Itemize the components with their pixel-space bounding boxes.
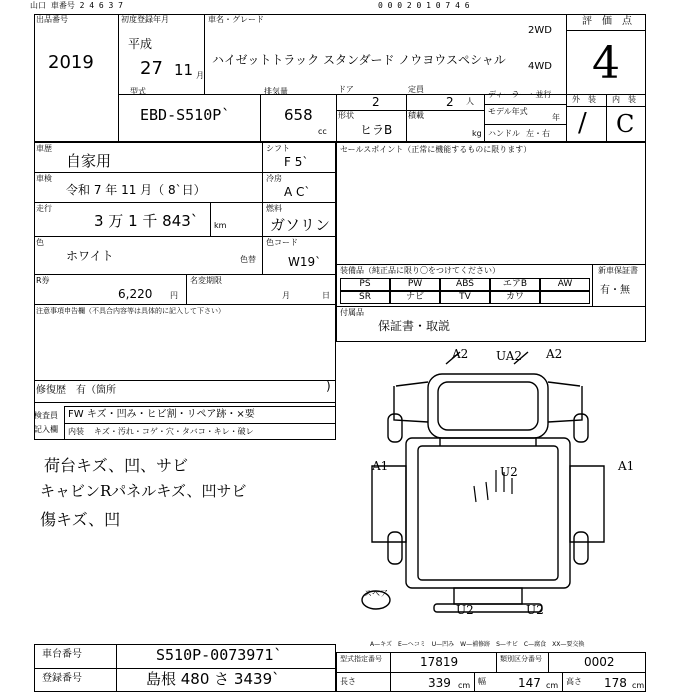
height: 178 — [604, 676, 627, 690]
height-label: 高さ — [566, 677, 582, 686]
warranty: 有・無 — [600, 285, 630, 296]
inspect-label: 車検 — [36, 174, 52, 183]
type-no-label: 型式指定番号 — [340, 655, 382, 663]
inspector-label-1: 検査員 — [34, 411, 58, 420]
mark-u2-center: U2 — [500, 465, 518, 479]
class-number: 0002 — [584, 655, 615, 669]
length: 339 — [428, 676, 451, 690]
width-label: 幅 — [478, 677, 486, 686]
car-name: ハイゼットトラック スタンダード ノウヨウスペシャル — [212, 53, 506, 67]
usage: 自家用 — [66, 152, 112, 170]
disp-unit: cc — [318, 127, 327, 136]
mileage: 3 万 1 千 843` — [94, 212, 199, 230]
fuel-label: 燃料 — [266, 204, 282, 213]
plate-number: 島根 480 さ 3439` — [146, 670, 280, 688]
color: ホワイト — [66, 249, 114, 263]
mileage-label: 走行 — [36, 204, 52, 213]
top-strip-left: 山口 車番号 2 4 6 3 7 — [30, 1, 123, 10]
accessory-label: 付属品 — [340, 308, 364, 317]
width: 147 — [518, 676, 541, 690]
shift-label: シフト — [266, 144, 290, 153]
spare-label: スペア — [364, 589, 388, 598]
shape-label: 形状 — [338, 111, 354, 120]
load-unit: kg — [472, 129, 482, 138]
load-label: 積載 — [408, 111, 424, 120]
mark-a2-left: A2 — [452, 347, 469, 361]
inspector-int: キズ・汚れ・コゲ・穴・タバコ・キレ・破レ — [94, 427, 254, 436]
mileage-unit: km — [214, 221, 227, 230]
score-label: 評 価 点 — [582, 16, 632, 27]
length-unit: cm — [458, 681, 471, 690]
color-change-label: 色替 — [240, 255, 256, 264]
drive-4wd: 4WD — [528, 61, 552, 72]
shift: F 5` — [284, 155, 309, 169]
usage-label: 車歴 — [36, 144, 52, 153]
reg-era: 平成 — [128, 37, 153, 51]
handle: 左・右 — [526, 129, 550, 138]
remark-1: 荷台キズ、凹、サビ — [44, 456, 189, 475]
notes-label: 注意事項申告欄（不具合内容等は具体的に記入して下さい） — [36, 307, 225, 315]
color-code-label: 色コード — [266, 238, 298, 247]
chassis-label: 車台番号 — [42, 649, 82, 660]
equipment-item: ABS — [440, 278, 490, 291]
repair-history: 修復歴 有（箇所 — [36, 385, 116, 396]
inspector-int-prefix: 内装 — [68, 427, 84, 436]
displacement: 658 — [284, 106, 313, 124]
handle-label: ハンドル — [488, 129, 520, 138]
chassis-number: S510P-0073971` — [156, 646, 283, 664]
cap-unit: 人 — [466, 97, 474, 106]
equipment-item: PS — [340, 278, 390, 291]
equipment-label: 装備品（純正品に限り〇をつけてください） — [340, 266, 500, 275]
inspector-ext: FW キズ・凹み・ヒビ割・リペア跡・×要 — [68, 409, 255, 420]
cap-label: 定員 — [408, 85, 424, 94]
reg-label: 初度登録年月 — [121, 15, 169, 24]
model-label: 型式 — [130, 87, 146, 96]
mark-u2-right: U2 — [526, 603, 544, 617]
reg-month: 11 — [174, 61, 194, 79]
top-strip-right: 0 0 0 2 0 1 0 7 4 6 — [378, 1, 470, 10]
mark-ua2: UA2 — [496, 349, 523, 363]
tax-label: R券 — [36, 276, 50, 285]
inspection-date: 令和 7 年 11 月（ 8`日） — [66, 183, 206, 197]
mark-a1-right: A1 — [618, 459, 635, 473]
remark-3: 傷キズ、凹 — [40, 510, 121, 529]
plate-label: 登録番号 — [42, 673, 82, 684]
lot-label: 出品番号 — [36, 15, 68, 24]
air-conditioning: A C` — [284, 185, 311, 199]
doors-label: ドア — [338, 85, 354, 94]
class-no-label: 類別区分番号 — [500, 655, 542, 663]
sales-point-label: セールスポイント（正常に機能するものに限ります） — [340, 145, 532, 154]
damage-legend: A—キズ E—ヘコミ U—凹み W—補修跡 S—サビ C—腐食 XX—要交換 — [370, 641, 585, 648]
equipment-grid — [340, 278, 590, 304]
ac-label: 冷房 — [266, 174, 282, 183]
length-label: 長さ — [340, 677, 356, 686]
equipment-item: SR — [340, 291, 390, 304]
dealer-label: ディーラー・並行 — [488, 90, 552, 99]
model-code: EBD-S510P` — [140, 106, 231, 124]
model-year-label: モデル年式 — [488, 107, 528, 116]
tax: 6,220 — [118, 287, 153, 301]
reg-year: 27 — [140, 58, 163, 79]
int-label: 内 装 — [612, 95, 636, 104]
equipment-item: TV — [440, 291, 490, 304]
equipment-item: エアB — [490, 278, 540, 291]
mark-a2-right: A2 — [546, 347, 563, 361]
type-number: 17819 — [420, 655, 459, 669]
mark-a1-left: A1 — [372, 459, 389, 473]
body-shape: ヒラB — [360, 123, 393, 137]
color-code: W19` — [288, 255, 322, 269]
month-unit: 月 — [282, 291, 290, 300]
warranty-label: 新車保証書 — [598, 266, 638, 275]
name-change-label: 名変期限 — [190, 276, 222, 285]
name-label: 車名・グレード — [208, 15, 264, 24]
doors: 2 — [372, 95, 380, 109]
equipment-item: カワ — [490, 291, 540, 304]
right-frame — [336, 142, 646, 342]
width-unit: cm — [546, 681, 559, 690]
equipment-item — [540, 291, 590, 304]
ext-score: / — [578, 108, 587, 138]
model-year: 2019 — [48, 52, 94, 73]
height-unit: cm — [632, 681, 645, 690]
mark-u2-left: U2 — [456, 603, 474, 617]
ext-label: 外 装 — [572, 95, 596, 104]
remark-2: キャビンRパネルキズ、凹サビ — [40, 482, 247, 500]
header-frame — [34, 14, 646, 142]
capacity: 2 — [446, 95, 454, 109]
color-label: 色 — [36, 238, 44, 247]
year-unit: 年 — [552, 113, 560, 122]
equipment-item: ナビ — [390, 291, 440, 304]
score-value: 4 — [592, 38, 620, 89]
fuel: ガソリン — [270, 216, 331, 234]
inspector-label-2: 記入欄 — [34, 425, 58, 434]
equipment-item: AW — [540, 278, 590, 291]
day-unit: 日 — [322, 291, 330, 300]
drive-2wd: 2WD — [528, 25, 552, 36]
disp-label: 排気量 — [264, 87, 288, 96]
reg-month-unit: 月 — [196, 71, 204, 80]
int-score: C — [616, 110, 635, 138]
accessory: 保証書・取説 — [378, 319, 451, 333]
tax-unit: 円 — [170, 291, 178, 300]
equipment-item: PW — [390, 278, 440, 291]
